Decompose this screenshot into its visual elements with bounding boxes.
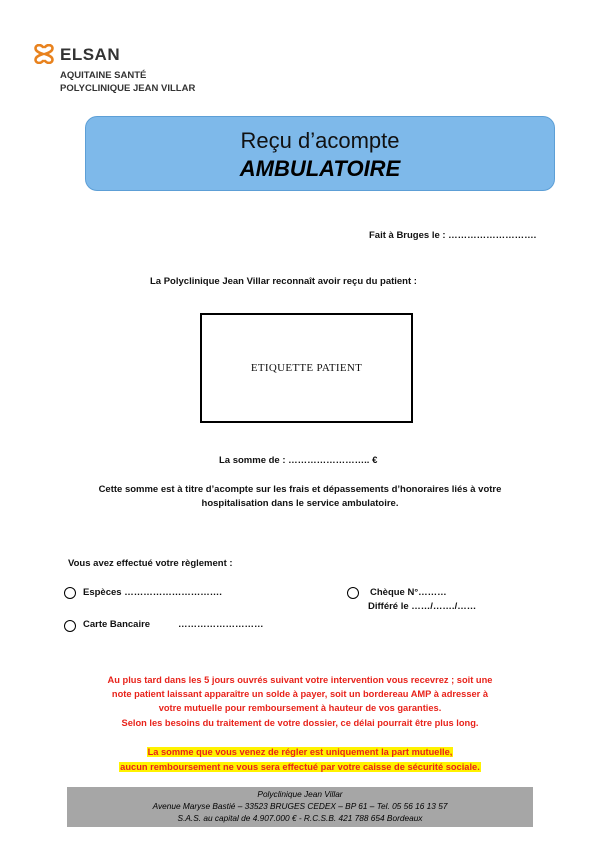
date-line: Fait à Bruges le : ………………………. bbox=[369, 230, 537, 241]
brand-name: ELSAN bbox=[60, 45, 121, 64]
footer bbox=[67, 787, 533, 827]
timing-notice-line4: Selon les besoins du traitement de votre dossier, ce délai pourrait être plus long. bbox=[121, 717, 479, 728]
footer-clinic-name: Polyclinique Jean Villar bbox=[257, 789, 343, 799]
acknowledgement-line: La Polyclinique Jean Villar reconnaît avoir reçu du patient : bbox=[150, 276, 417, 287]
patient-label-box bbox=[200, 313, 413, 423]
card-radio[interactable] bbox=[64, 620, 76, 632]
reimbursement-warning-line2: aucun remboursement ne vous sera effectué par votre caisse de sécurité sociale. bbox=[120, 762, 480, 772]
cheque-label: Chèque N°……… bbox=[370, 587, 447, 598]
card-label: Carte Bancaire bbox=[83, 619, 151, 630]
reimbursement-warning-line1: La somme que vous venez de régler est uniquement la part mutuelle, bbox=[147, 747, 453, 757]
card-field: ……………………… bbox=[178, 619, 264, 630]
timing-notice bbox=[60, 673, 540, 730]
amount-line: La somme de : …………………….. € bbox=[219, 455, 378, 466]
patient-label-text: ETIQUETTE PATIENT bbox=[250, 362, 363, 374]
footer-legal: S.A.S. au capital de 4.907.000 € - R.C.S.B. 421 788 654 Bordeaux bbox=[177, 813, 423, 823]
deposit-explanation-line1: Cette somme est à titre d’acompte sur les frais et dépassements d’honoraires liés à votre bbox=[98, 484, 502, 495]
cash-label: Espèces …………………………. bbox=[83, 587, 222, 598]
brand-subtitle-region: AQUITAINE SANTÉ bbox=[60, 70, 147, 81]
timing-notice-line1: Au plus tard dans les 5 jours ouvrés suivant votre intervention vous recevrez ; soit une bbox=[107, 675, 493, 685]
page-subtitle: AMBULATOIRE bbox=[239, 156, 401, 181]
page-title: Reçu d’acompte bbox=[240, 128, 400, 153]
reimbursement-warning bbox=[60, 745, 540, 775]
deposit-explanation-line2: hospitalisation dans le service ambulatoire. bbox=[201, 498, 399, 509]
deferred-date-label: Différé le ……/……./…… bbox=[368, 601, 477, 612]
deposit-explanation bbox=[60, 483, 540, 511]
footer-address: Avenue Maryse Bastié – 33523 BRUGES CEDEX – BP 61 – Tel. 05 56 16 13 57 bbox=[152, 801, 448, 811]
timing-notice-line2: note patient laissant apparaître un solde à payer, soit un bordereau AMP à adresser à bbox=[111, 689, 489, 700]
cheque-radio[interactable] bbox=[347, 587, 359, 599]
timing-notice-line3: votre mutuelle pour remboursement à hauteur de vos garanties. bbox=[158, 703, 442, 714]
elsan-logo-icon bbox=[33, 44, 55, 64]
cash-radio[interactable] bbox=[64, 587, 76, 599]
brand-subtitle-clinic: POLYCLINIQUE JEAN VILLAR bbox=[60, 83, 196, 94]
title-banner bbox=[85, 116, 555, 191]
payment-heading: Vous avez effectué votre règlement : bbox=[68, 558, 233, 569]
